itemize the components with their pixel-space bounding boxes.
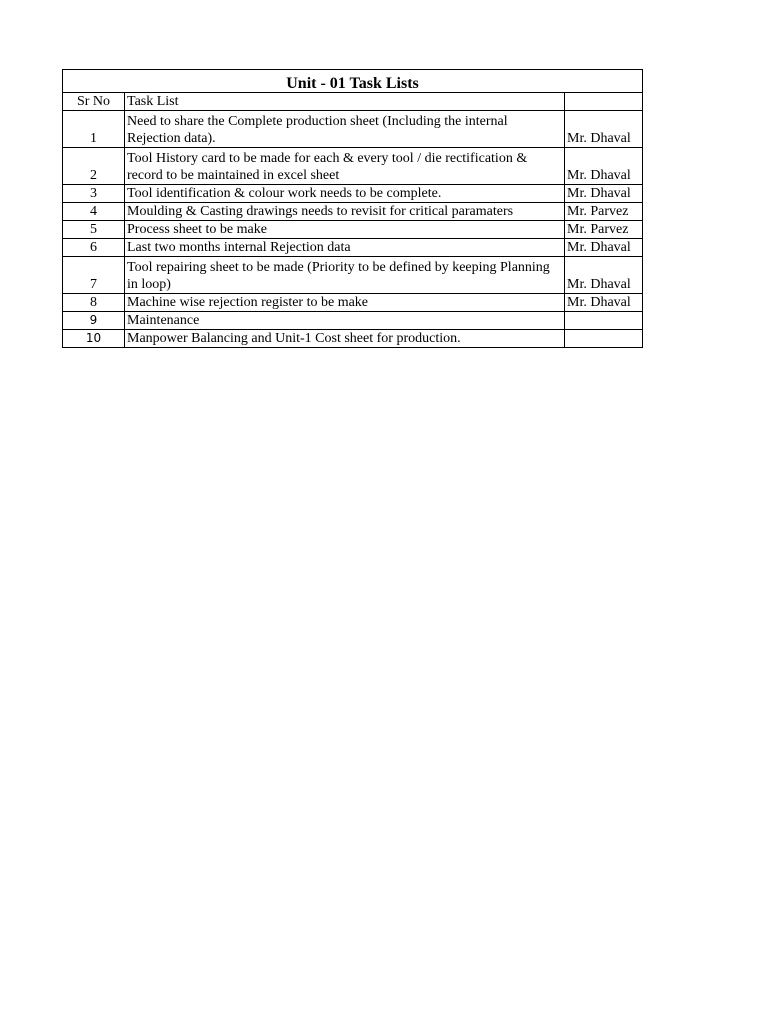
table-row [63, 257, 643, 294]
cell-task[interactable]: Process sheet to be make [125, 221, 565, 239]
table-row [63, 221, 643, 239]
cell-task[interactable]: Tool repairing sheet to be made (Priority to be defined by keeping Planning in loop) [125, 257, 565, 294]
header-sr-no[interactable]: Sr No [63, 93, 125, 111]
sheet-title[interactable]: Unit - 01 Task Lists [63, 70, 643, 93]
table-row [63, 239, 643, 257]
table-row [63, 330, 643, 348]
cell-sr-no[interactable]: 8 [63, 294, 125, 312]
table-row [63, 312, 643, 330]
table-row [63, 111, 643, 148]
cell-sr-no[interactable]: 4 [63, 203, 125, 221]
cell-task[interactable]: Tool identification & colour work needs to be complete. [125, 185, 565, 203]
cell-sr-no[interactable]: 3 [63, 185, 125, 203]
table-row [63, 185, 643, 203]
header-owner[interactable] [565, 93, 643, 111]
cell-task[interactable]: Machine wise rejection register to be make [125, 294, 565, 312]
cell-owner[interactable]: Mr. Dhaval [565, 148, 643, 185]
cell-owner[interactable] [565, 312, 643, 330]
header-row [63, 93, 643, 111]
cell-owner[interactable]: Mr. Parvez [565, 203, 643, 221]
table-row [63, 294, 643, 312]
cell-owner[interactable]: Mr. Parvez [565, 221, 643, 239]
cell-task[interactable]: Maintenance [125, 312, 565, 330]
cell-sr-no[interactable]: 2 [63, 148, 125, 185]
task-list-table [62, 69, 643, 348]
cell-owner[interactable]: Mr. Dhaval [565, 185, 643, 203]
cell-task[interactable]: Manpower Balancing and Unit-1 Cost sheet for production. [125, 330, 565, 348]
cell-task[interactable]: Last two months internal Rejection data [125, 239, 565, 257]
cell-sr-no[interactable]: 7 [63, 257, 125, 294]
cell-task[interactable]: Moulding & Casting drawings needs to revisit for critical paramaters [125, 203, 565, 221]
cell-owner[interactable]: Mr. Dhaval [565, 257, 643, 294]
cell-sr-no[interactable]: 9 [63, 312, 125, 330]
header-task-list[interactable]: Task List [125, 93, 565, 111]
cell-task[interactable]: Need to share the Complete production sheet (Including the internal Rejection data). [125, 111, 565, 148]
cell-sr-no[interactable]: 6 [63, 239, 125, 257]
cell-sr-no[interactable]: 1 [63, 111, 125, 148]
cell-task[interactable]: Tool History card to be made for each & every tool / die rectification & record to be maintained in excel sheet [125, 148, 565, 185]
cell-sr-no[interactable]: 10 [63, 330, 125, 348]
cell-owner[interactable]: Mr. Dhaval [565, 111, 643, 148]
table-row [63, 203, 643, 221]
cell-owner[interactable]: Mr. Dhaval [565, 239, 643, 257]
cell-sr-no[interactable]: 5 [63, 221, 125, 239]
cell-owner[interactable] [565, 330, 643, 348]
cell-owner[interactable]: Mr. Dhaval [565, 294, 643, 312]
table-row [63, 148, 643, 185]
title-row [63, 70, 643, 93]
